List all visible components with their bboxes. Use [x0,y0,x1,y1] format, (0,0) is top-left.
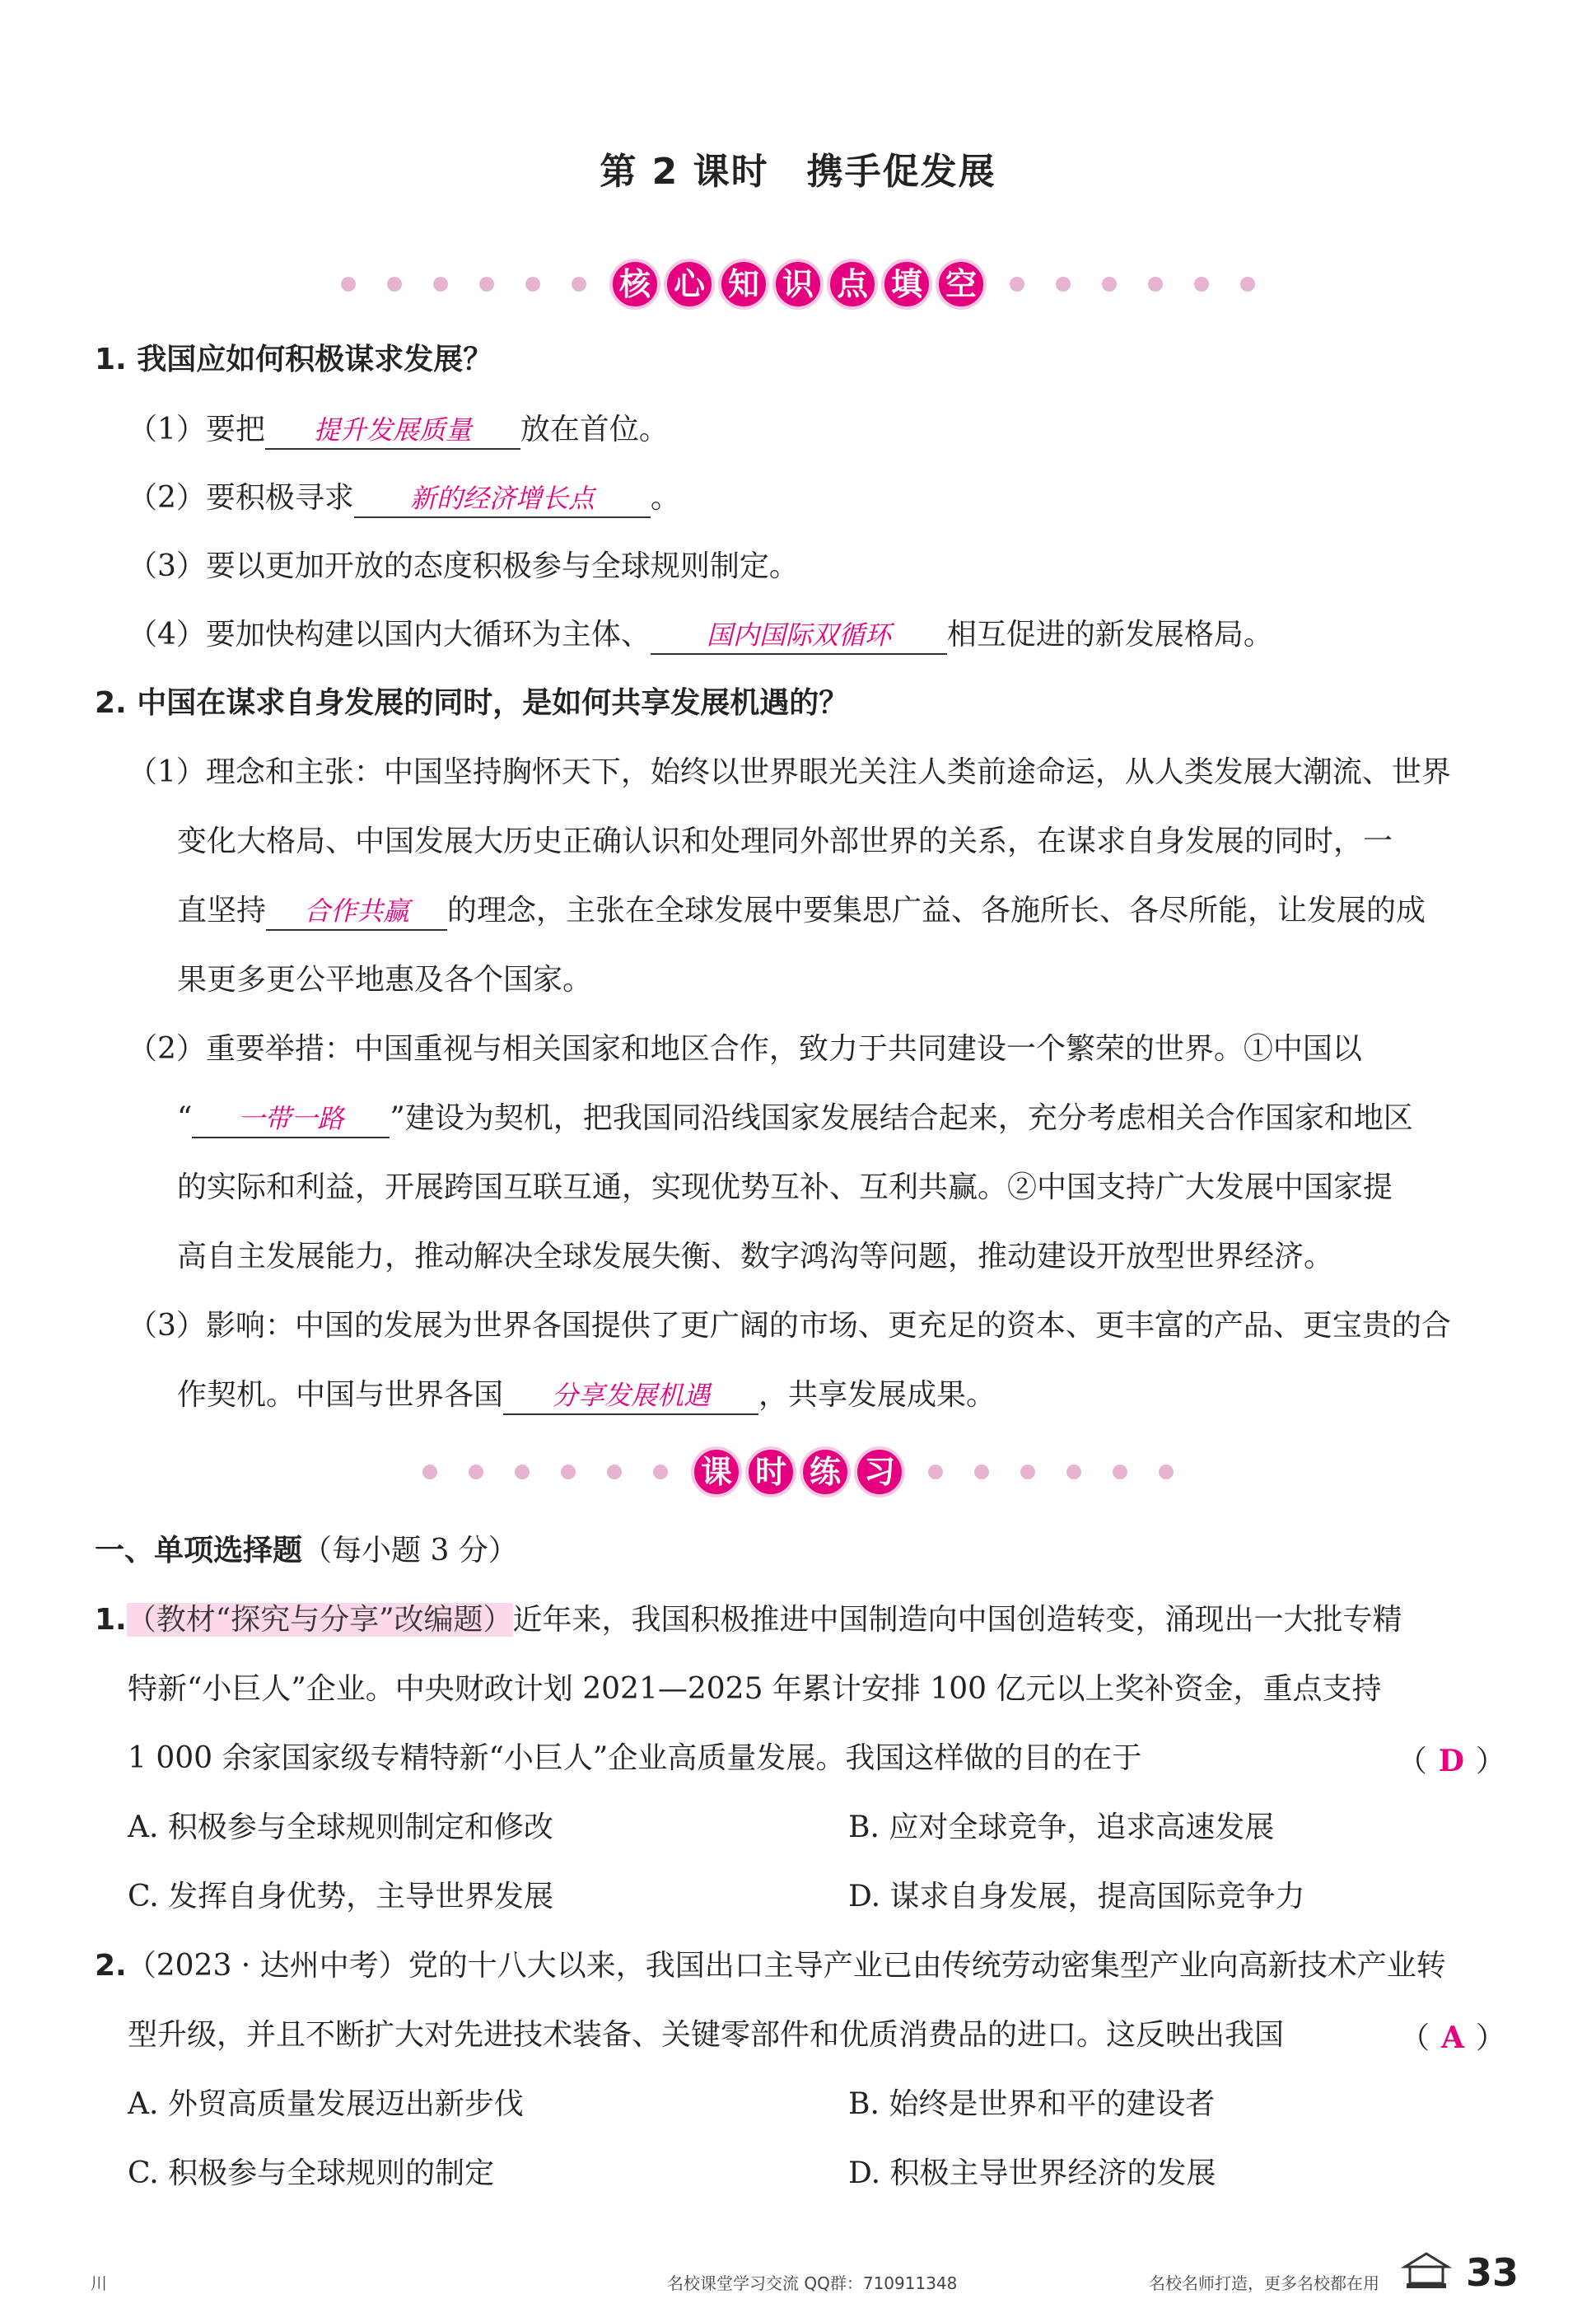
mcq-1-option-d[interactable]: D. 谋求自身发展，提高国际竞争力 [848,1880,1305,1913]
banner-char: 核 [609,259,660,310]
mcq-2-option-c[interactable]: C. 积极参与全球规则的制定 [128,2156,495,2190]
mcq-2-line1: 2.（2023 · 达州中考）党的十八大以来，我国出口主导产业已由传统劳动密集型产业向高新技术产业转 [95,1949,1446,1983]
fill-blank[interactable]: 国内国际双循环 [651,617,947,655]
page-number: 33 [1466,2250,1519,2295]
answer-bracket-1: （ D ） [1397,1744,1505,1778]
banner-core-knowledge [0,247,1596,321]
banner-char: 心 [664,259,715,310]
mcq-1-line2: 特新“小巨人”企业。中央财政计划 2021—2025 年累计安排 100 亿元以上奖补资金，重点支持 [128,1672,1382,1706]
question-2-heading: 2. 中国在谋求自身发展的同时，是如何共享发展机遇的？ [95,686,849,720]
decor-dots-right [928,1465,1174,1479]
page-title [0,142,1596,194]
question-source-tag: （2023 · 达州中考） [126,1949,408,1983]
banner-char: 课 [691,1446,742,1497]
answer-2-1-line1: （1）理念和主张：中国坚持胸怀天下，始终以世界眼光关注人类前途命运，从人类发展大潮流、世界 [128,755,1451,789]
mcq-1-option-c[interactable]: C. 发挥自身优势，主导世界发展 [128,1880,554,1913]
banner-char: 填 [881,259,932,310]
fill-blank[interactable]: 分享发展机遇 [503,1377,758,1415]
fill-blank[interactable]: 提升发展质量 [265,412,520,450]
banner-char: 时 [745,1446,796,1497]
mcq-1-option-b[interactable]: B. 应对全球竞争，追求高速发展 [848,1810,1275,1844]
answer-1-2: （2）要积极寻求 新的经济增长点 。 [128,478,1544,519]
answer-2-1-line4: 果更多更公平地惠及各个国家。 [177,963,593,997]
answer-2-1-line2: 变化大格局、中国发展大历史正确认识和处理同外部世界的关系，在谋求自身发展的同时，一 [177,825,1393,858]
mcq-2-option-a[interactable]: A. 外贸高质量发展迈出新步伐 [128,2087,524,2121]
exercise-heading: 一、单项选择题（每小题 3 分） [95,1534,518,1567]
publisher-logo-icon [1400,2249,1453,2292]
answer-bracket-2: （ A ） [1400,2021,1505,2055]
footer-slogan: 名校名师打造，更多名校都在用 [1149,2273,1379,2293]
decor-dots-left [341,277,586,292]
answer-1-1: （1）要把 提升发展质量 放在首位。 [128,409,1544,451]
banner-char: 习 [854,1446,905,1497]
footer-qq-group: 名校课堂学习交流 QQ群：710911348 [667,2273,958,2293]
mcq-1-option-a[interactable]: A. 积极参与全球规则制定和修改 [128,1810,553,1844]
mcq-2-option-b[interactable]: B. 始终是世界和平的建设者 [848,2087,1216,2121]
lesson-name: 携手促发展 [806,151,996,193]
answer-mark: A [1441,2021,1464,2055]
answer-2-2-line2: “ 一带一路 ”建设为契机，把我国同沿线国家发展结合起来，充分考虑相关合作国家和地区 [177,1098,1511,1139]
banner-lesson-practice [0,1435,1596,1509]
answer-2-2-line3: 的实际和利益，开展跨国互联互通，实现优势互补、互利共赢。②中国支持广大发展中国家提 [177,1170,1393,1204]
decor-dots-right [1010,277,1255,292]
mcq-1-line3: 1 000 余家国家级专精特新“小巨人”企业高质量发展。我国这样做的目的在于 [128,1741,1142,1775]
banner-char: 点 [827,259,878,310]
answer-1-4: （4）要加快构建以国内大循环为主体、 国内国际双循环 相互促进的新发展格局。 [128,614,1544,656]
answer-mark: D [1438,1744,1464,1778]
answer-2-2-line4: 高自主发展能力，推动解决全球发展失衡、数字鸿沟等问题，推动建设开放型世界经济。 [177,1240,1334,1273]
lesson-number: 第 2 课时 [600,151,769,193]
answer-2-1-line3: 直坚持 合作共赢 的理念，主张在全球发展中要集思广益、各施所长、各尽所能，让发展的成 [177,890,1511,932]
banner-char: 识 [772,259,824,310]
mcq-2-option-d[interactable]: D. 积极主导世界经济的发展 [848,2156,1216,2190]
decor-dots-left [422,1465,668,1479]
banner-char: 空 [936,259,987,310]
footer-region: 川 [91,2273,107,2293]
answer-2-2-line1: （2）重要举措：中国重视与相关国家和地区合作，致力于共同建设一个繁荣的世界。①中国以 [128,1032,1362,1066]
fill-blank[interactable]: 合作共赢 [266,893,447,931]
question-1-heading: 1. 我国应如何积极谋求发展？ [95,343,493,376]
answer-1-3: （3）要以更加开放的态度积极参与全球规则制定。 [128,549,799,583]
fill-blank[interactable]: 一带一路 [192,1100,390,1138]
question-source-tag: （教材“探究与分享”改编题） [126,1603,513,1637]
answer-2-3-line1: （3）影响：中国的发展为世界各国提供了更广阔的市场、更充足的资本、更丰富的产品、更宝贵的合 [128,1309,1451,1343]
mcq-2-line2: 型升级，并且不断扩大对先进技术装备、关键零部件和优质消费品的进口。这反映出我国 [128,2018,1285,2052]
banner-char: 练 [800,1446,851,1497]
fill-blank[interactable]: 新的经济增长点 [354,480,651,518]
mcq-1-line1: 1.（教材“探究与分享”改编题）近年来，我国积极推进中国制造向中国创造转变，涌现出一大批专精 [95,1603,1402,1637]
answer-2-3-line2: 作契机。中国与世界各国 分享发展机遇 ，共享发展成果。 [177,1375,1511,1416]
banner-char: 知 [718,259,769,310]
